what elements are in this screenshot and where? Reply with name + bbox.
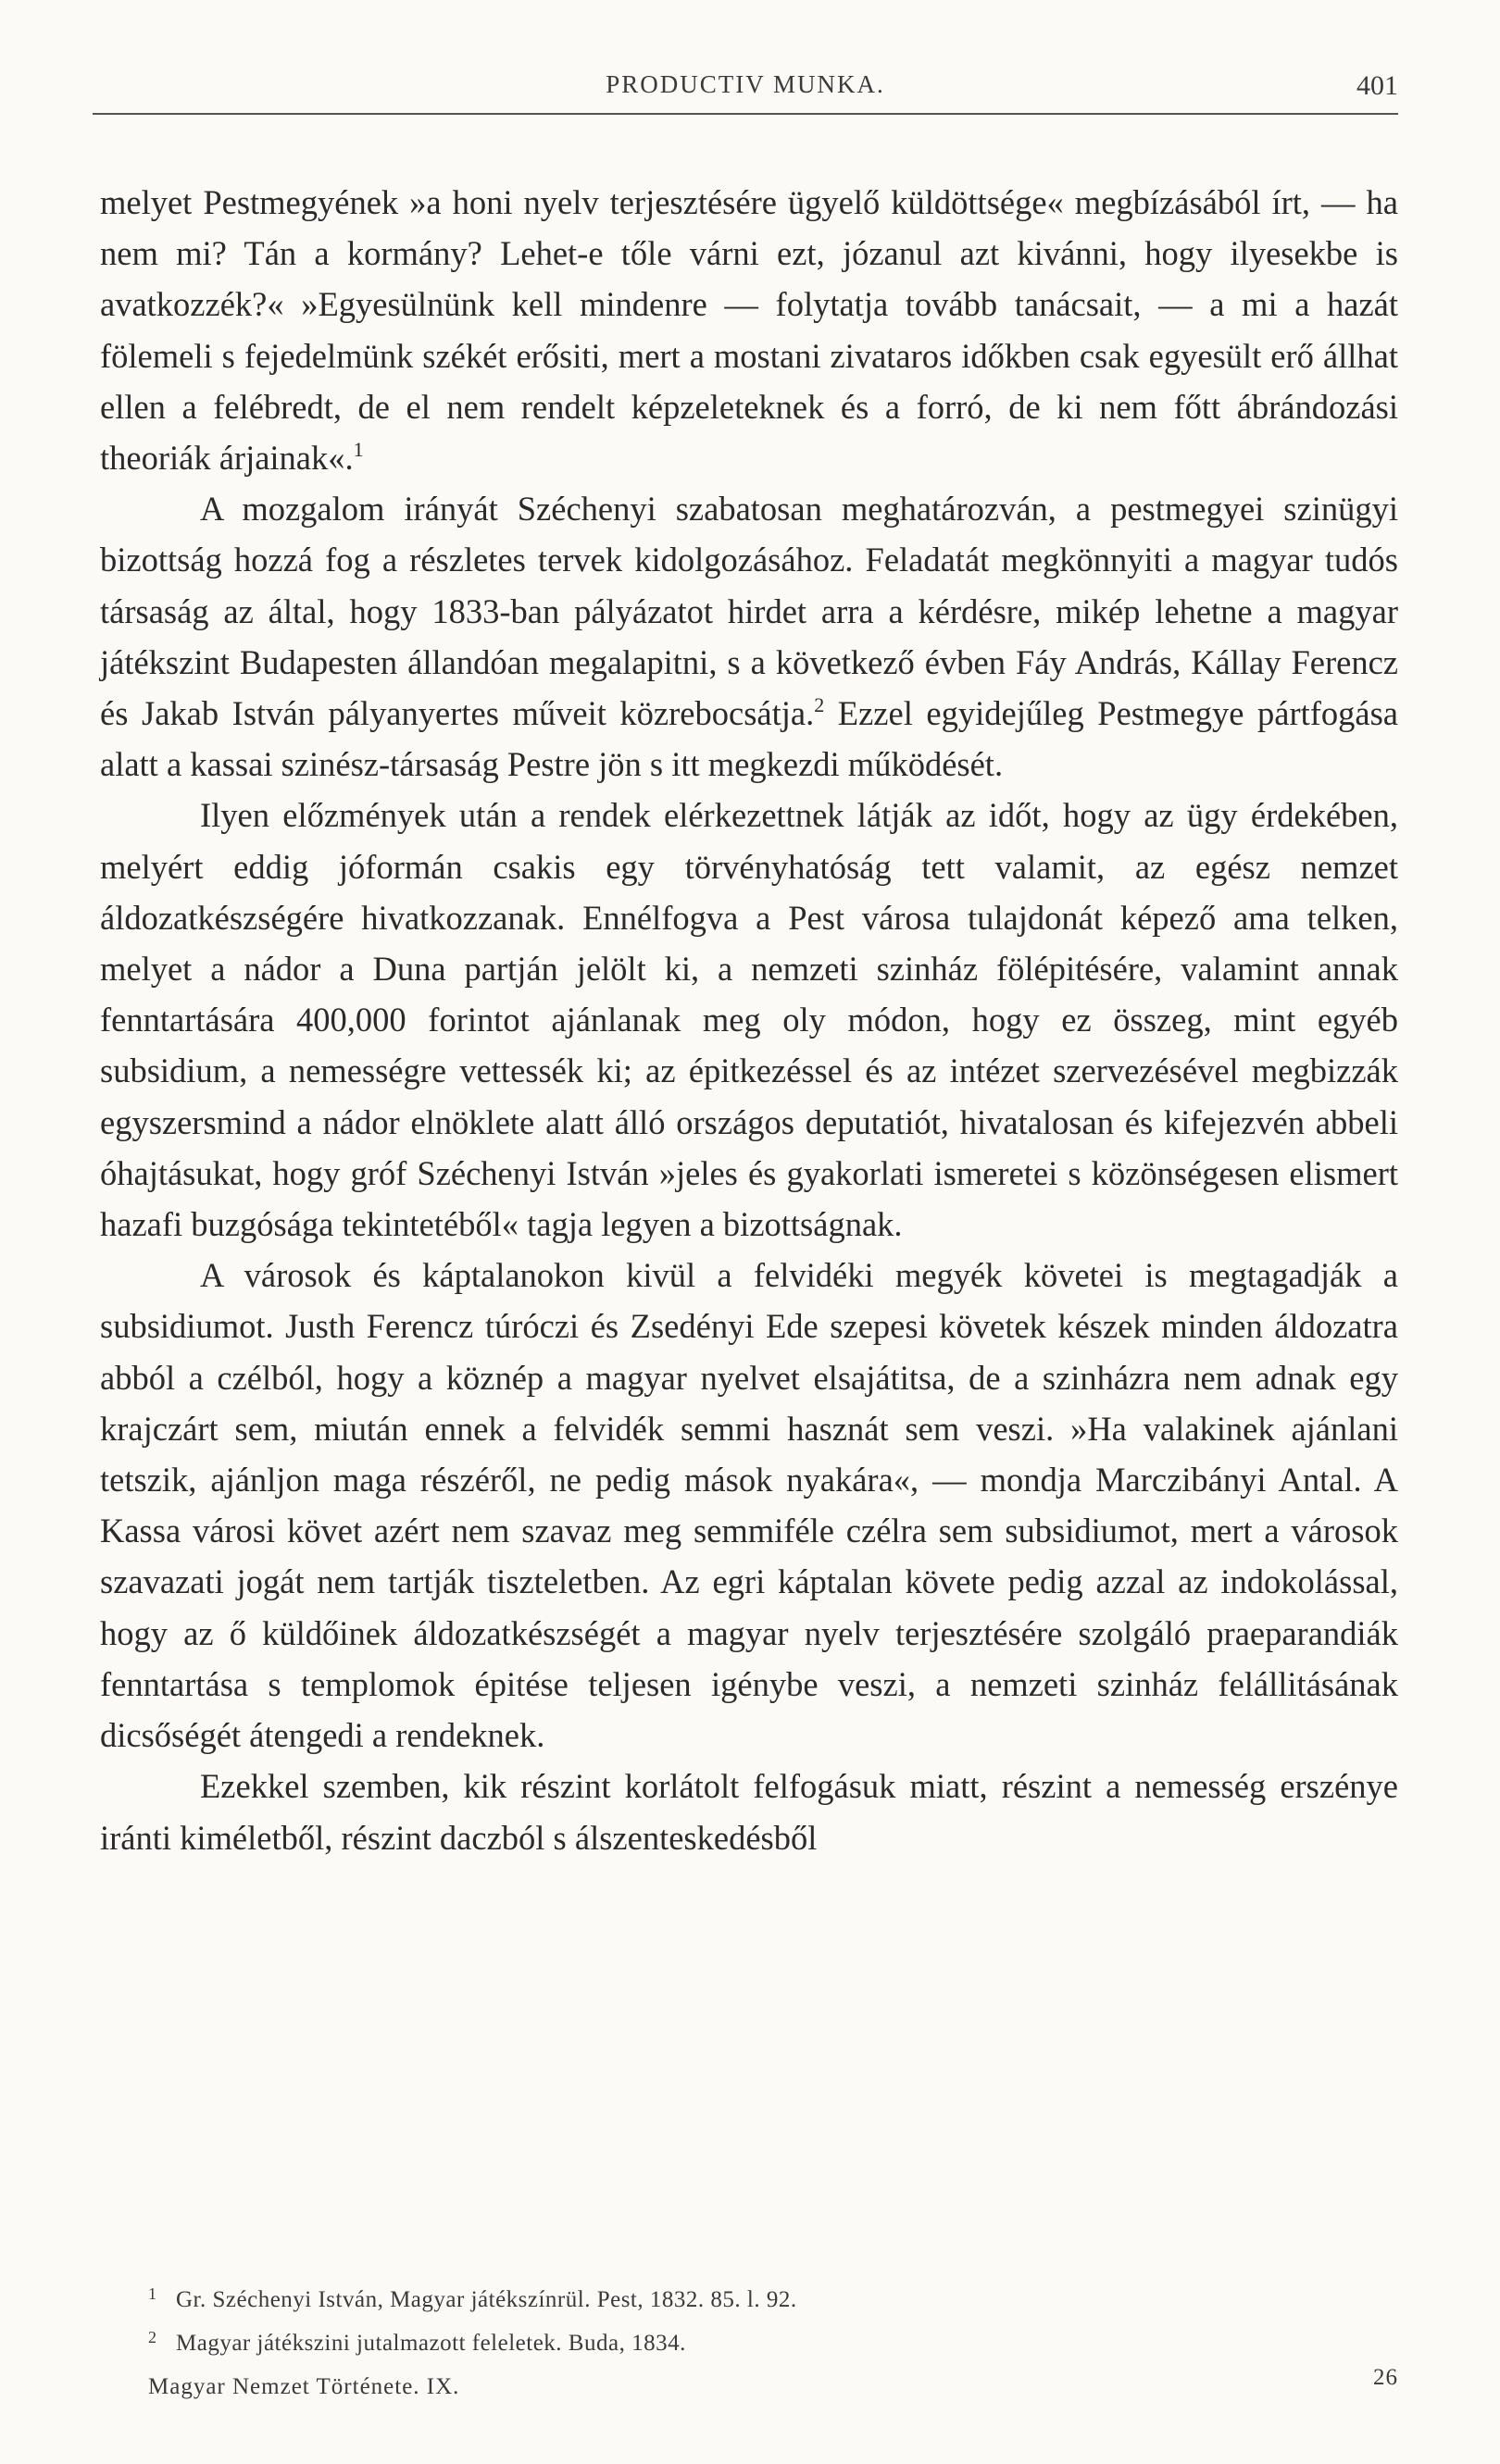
paragraph-3: Ilyen előzmények után a rendek elérkezettnek látják az időt, hogy az ügy érdekében, melyért eddig jóformán csakis egy törvényhatóság tett valamit, az egész nemzet áldozatkészségére hivatkozzanak. Ennélfogva a Pest városa tulajdonát képező ama telken, melyet a nádor a Duna partján jelölt ki, a nemzeti szinház fölépitésére, valamint annak fenntartására 400,000 forintot ajánlanak meg oly módon, hogy ez összeg, mint egyéb subsidium, a nemességre vettessék ki; az épitkezéssel és az intézet szervezésével megbizzák egyszersmind a nádor elnöklete alatt álló országos deputatiót, hivatalosan és kifejezvén abbeli óhajtásukat, hogy gróf Széchenyi István »jeles és gyakorlati ismeretei s közönségesen elismert hazafi buzgósága tekintetéből« tagja legyen a bizottságnak. — [100, 796, 1398, 1244]
footnote-2 — [148, 2319, 1398, 2362]
paragraph-2-text-cont: Ezzel egyidejűleg Pestmegye pártfogása alatt a kassai szinész-társaság Pestre jön s itt megkezdi működését. — [100, 694, 1398, 784]
running-head: PRODUCTIV MUNKA. — [606, 70, 885, 98]
page-footer — [148, 2365, 1398, 2400]
footnote-ref-2: 2 — [814, 693, 825, 717]
paragraph-2 — [100, 483, 1398, 790]
footnote-2-mark: 2 — [148, 2328, 157, 2346]
footnote-2-text: Magyar játékszini jutalmazott feleletek. Buda, 1834. — [176, 2331, 686, 2356]
footnote-1-text: Gr. Széchenyi István, Magyar játékszínrül. Pest, 1832. 85. l. 92. — [176, 2287, 797, 2312]
book-title: Magyar Nemzet Története. IX. — [148, 2374, 460, 2399]
footnote-ref-1: 1 — [353, 438, 364, 462]
body-text — [100, 177, 1398, 1863]
header-rule — [93, 113, 1398, 115]
signature-mark: 26 — [1373, 2365, 1398, 2390]
footnote-1 — [148, 2275, 1398, 2319]
footnote-1-mark: 1 — [148, 2284, 157, 2303]
paragraph-4: A városok és káptalanokon kivül a felvidéki megyék követei is megtagadják a subsidiumot. Justh Ferencz túróczi és Zsedényi Ede szepesi követek készek minden áldozatra abból a czélból, hogy a köznép a magyar nyelvet elsajátitsa, de a szinházra nem adnak egy krajczárt sem, miután ennek a felvidék semmi hasznát sem veszi. »Ha valakinek ajánlani tetszik, ajánljon maga részéről, ne pedig mások nyakára«, — mondja Marczibányi Antal. A Kassa városi követ azért nem szavaz meg semmiféle czélra sem subsidiumot, mert a városok szavazati jogát nem tartják tiszteletben. Az egri káptalan követe pedig azzal az indokolással, hogy az ő küldőinek áldozatkészségét a magyar nyelv terjesztésére szolgáló praeparandiák fenntartása s templomok épitése teljesen igénybe veszi, a nemzeti szinház felállitásának dicsőségét átengedi a rendeknek. — [100, 1256, 1398, 1755]
footnotes — [148, 2275, 1398, 2362]
paragraph-1-text: melyet Pestmegyének »a honi nyelv terjesztésére ügyelő küldöttsége« megbízásából írt, — ha nem mi? Tán a kormány? Lehet-e tőle várni ezt, józanul azt kivánni, hogy ilyesekbe is avatkozzék?« »Egyesülnünk kell mindenre — folytatja tovább tanácsait, — a mi a hazát fölemeli s fejedelmünk székét erősiti, mert a mostani zivataros időkben csak egyesült erő állhat ellen a felébredt, de el nem rendelt képzeleteknek és a forró, de ki nem főtt ábrándozási theoriák árjainak«. — [100, 183, 1398, 478]
paragraph-1 — [100, 177, 1398, 483]
paragraph-2-text: A mozgalom irányát Széchenyi szabatosan meghatározván, a pestmegyei szinügyi bizottság hozzá fog a részletes tervek kidolgozásához. Feladatát megkönnyiti a magyar tudós társaság az által, hogy 1833-ban pályázatot hirdet arra a kérdésre, mikép lehetne a magyar játékszint Budapesten állandóan megalapitni, s a következő évben Fáy András, Kállay Ferencz és Jakab István pályanyertes műveit közrebocsátja. — [100, 490, 1398, 733]
page-header — [93, 67, 1398, 113]
paragraph-5: Ezekkel szemben, kik részint korlátolt felfogásuk miatt, részint a nemesség erszénye iránti kiméletből, részint daczból s álszenteskedésből — [100, 1767, 1398, 1857]
page-number: 401 — [1356, 70, 1398, 101]
